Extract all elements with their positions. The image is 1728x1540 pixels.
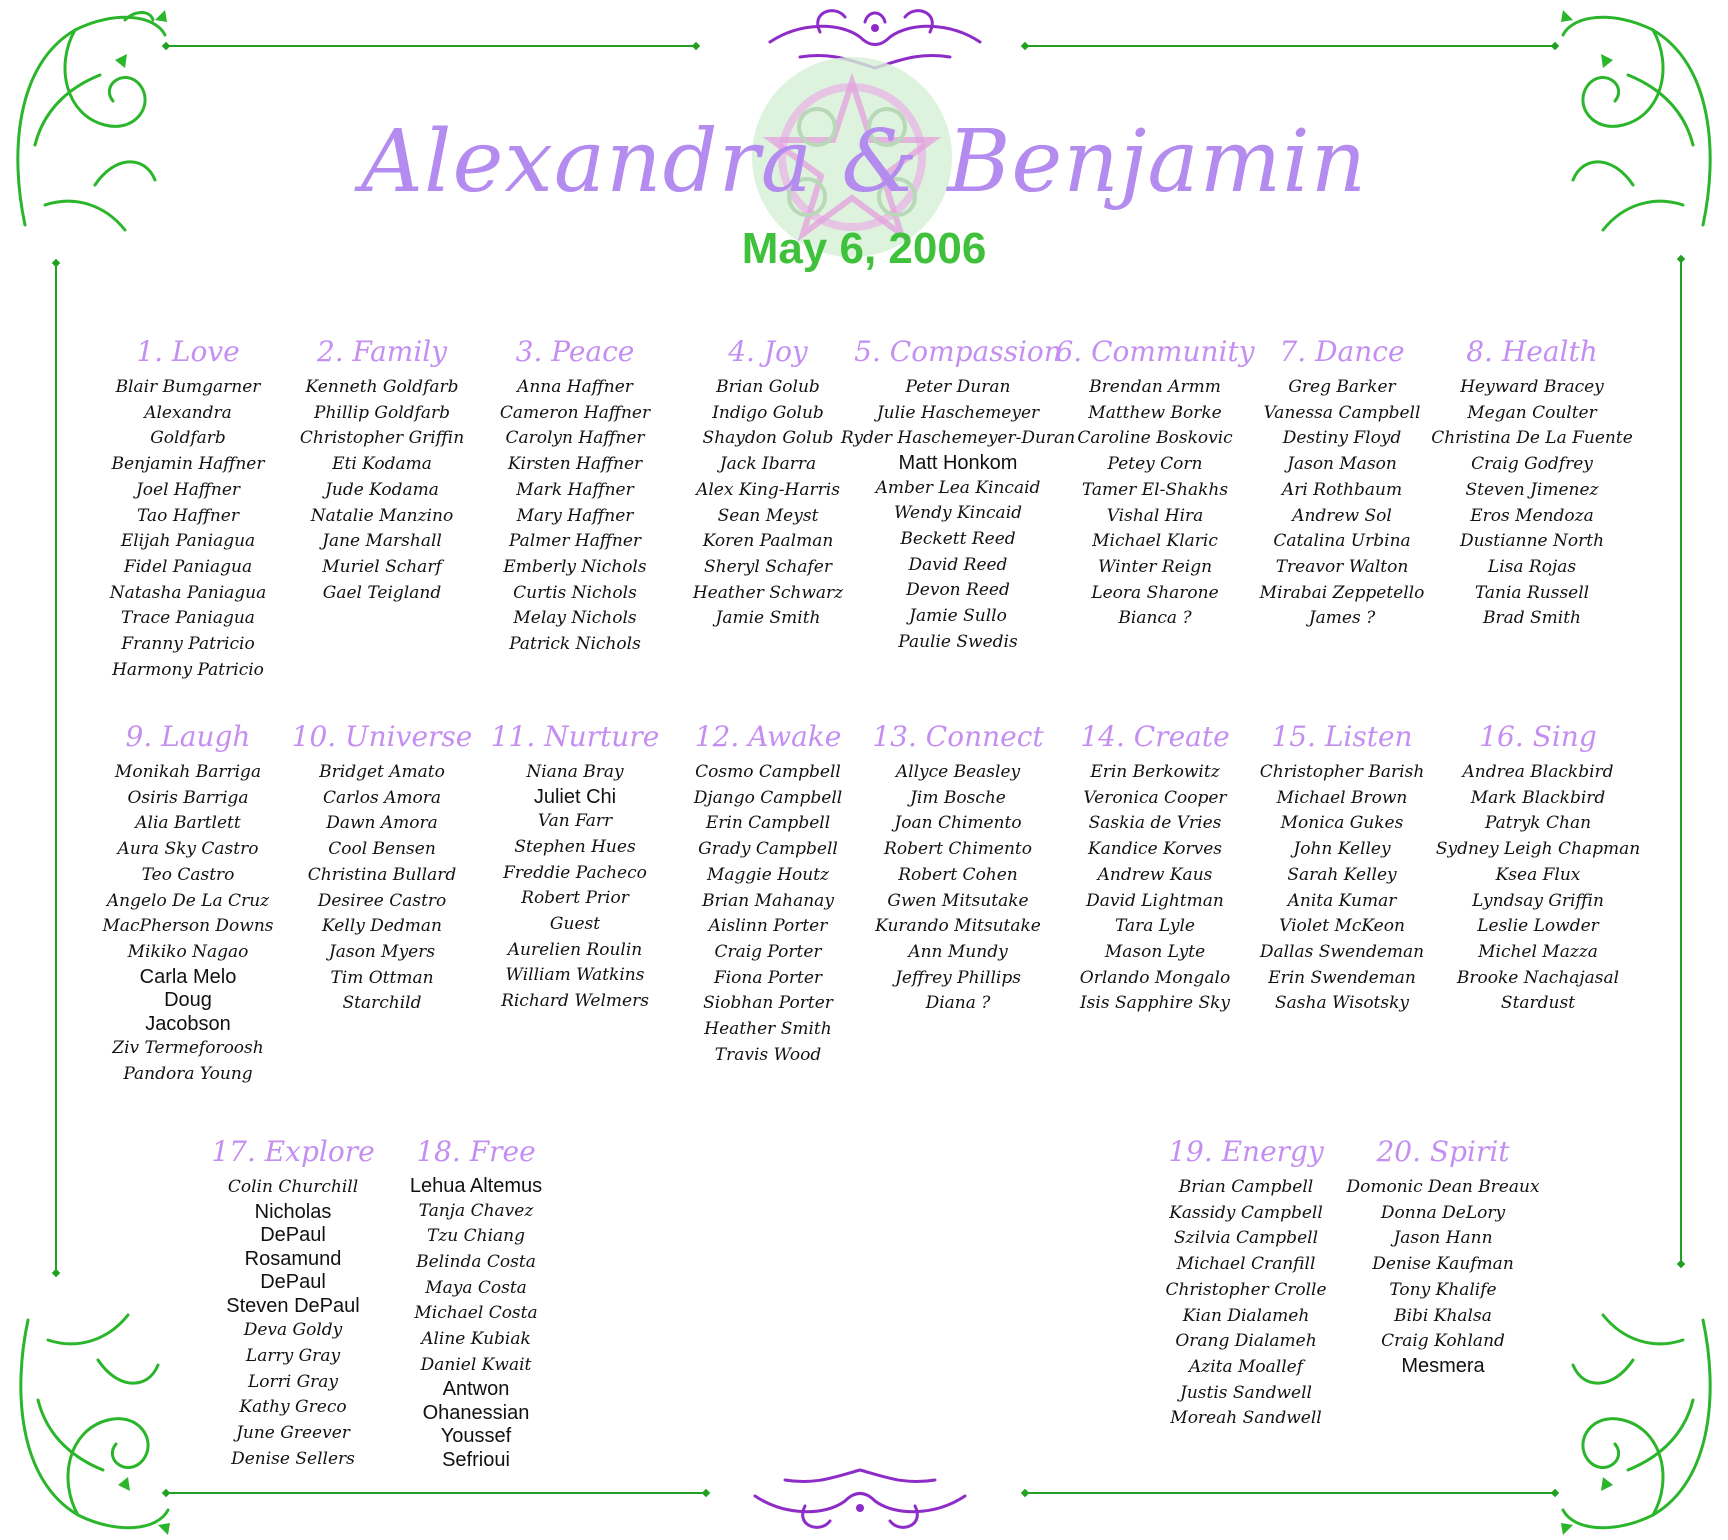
table-title: 17. Explore <box>211 1135 375 1168</box>
guest-name: Dustianne North <box>1459 531 1605 552</box>
guest-name: Matt Honkom <box>898 452 1018 475</box>
guest-name: Ohanessian <box>422 1401 530 1424</box>
guest-name: Alia Bartlett <box>135 813 241 834</box>
guest-name: Sefrioui <box>442 1448 510 1471</box>
guest-name: Christopher Barish <box>1259 762 1425 782</box>
guest-name: Tara Lyle <box>1115 916 1195 937</box>
guest-name: Dallas Swendeman <box>1259 941 1425 962</box>
guest-name: Koren Paalman <box>702 531 834 552</box>
table-title: 11. Nurture <box>490 720 660 753</box>
table-title: 2. Family <box>316 335 448 368</box>
guest-name: David Lightman <box>1086 890 1224 911</box>
guest-name: Monica Gukes <box>1280 813 1404 834</box>
guest-name: Domonic Dean Breaux <box>1346 1177 1540 1197</box>
guest-name: Guest <box>549 914 601 935</box>
guest-name: Ryder Haschemeyer-Duran <box>840 428 1076 449</box>
guest-name: Jeffrey Phillips <box>895 967 1021 988</box>
guest-name: Curtis Nichols <box>513 582 637 603</box>
guest-name: Robert Chimento <box>884 839 1032 860</box>
guest-name: Brian Golub <box>716 377 820 397</box>
guest-name: Robert Cohen <box>898 864 1018 885</box>
guest-name: Anna Haffner <box>517 377 633 397</box>
guest-name: Larry Gray <box>245 1345 341 1366</box>
table-block <box>1412 333 1652 632</box>
guest-name: John Kelley <box>1293 839 1391 860</box>
guest-name: Indigo Golub <box>712 402 824 423</box>
guest-name: Kassidy Campbell <box>1169 1202 1323 1223</box>
guest-name: Megan Coulter <box>1467 402 1597 423</box>
guest-name: Kandice Korves <box>1087 839 1223 860</box>
guest-name: DePaul <box>260 1271 326 1294</box>
frame-bottom-right-line <box>1025 1492 1555 1494</box>
guest-name: Carla Melo <box>139 965 237 988</box>
guest-name: Jim Bosche <box>910 787 1006 808</box>
table-block <box>1418 718 1658 1017</box>
table-title: 6. Community <box>1055 335 1255 368</box>
guest-name: Tzu Chiang <box>426 1226 525 1247</box>
guest-name: Melay Nichols <box>513 608 637 629</box>
guest-name: Fidel Paniagua <box>123 556 253 577</box>
guest-name: Cosmo Campbell <box>695 762 841 782</box>
guest-name: Beckett Reed <box>900 529 1016 550</box>
guest-name: Joan Chimento <box>894 813 1022 834</box>
guest-name: Maggie Houtz <box>706 864 829 885</box>
table-title: 18. Free <box>416 1135 536 1168</box>
guest-name: Mesmera <box>1401 1354 1485 1377</box>
guest-name: Jamie Sullo <box>909 606 1007 627</box>
guest-name: Kian Dialameh <box>1182 1305 1310 1326</box>
guest-name: Michael Klaric <box>1092 531 1218 552</box>
guest-name: Michel Mazza <box>1478 941 1598 962</box>
guest-name: Destiny Floyd <box>1282 428 1402 449</box>
guest-name: Petey Corn <box>1107 454 1203 475</box>
guest-name: Azita Moallef <box>1188 1356 1304 1377</box>
guest-name: Allyce Beasley <box>895 762 1021 782</box>
guest-name: Isis Sapphire Sky <box>1079 993 1231 1014</box>
guest-name: Heather Smith <box>704 1019 832 1040</box>
guest-name: Cool Bensen <box>328 839 436 860</box>
guest-name: Jamie Smith <box>715 608 821 629</box>
guest-name: Leslie Lowder <box>1477 916 1599 937</box>
guest-name: Mary Haffner <box>516 505 634 526</box>
table-title: 16. Sing <box>1479 720 1597 753</box>
guest-name: Erin Campbell <box>705 813 831 834</box>
guest-name: Orlando Mongalo <box>1079 967 1231 988</box>
guest-name: Brooke Nachajasal <box>1456 967 1620 988</box>
guest-name: Maya Costa <box>425 1277 527 1298</box>
guest-name: Szilvia Campbell <box>1173 1228 1319 1249</box>
guest-name: Heyward Bracey <box>1460 377 1604 397</box>
guest-name: Michael Brown <box>1276 787 1408 808</box>
guest-name: Harmony Patricio <box>112 659 264 680</box>
table-title: 12. Awake <box>694 720 842 753</box>
guest-name: Emberly Nichols <box>503 556 647 577</box>
guest-name: Erin Swendeman <box>1268 967 1416 988</box>
frame-right-line <box>1680 258 1682 1263</box>
guest-name: Elijah Paniagua <box>120 531 256 552</box>
guest-name: Kenneth Goldfarb <box>305 377 459 397</box>
guest-name: Diana ? <box>925 993 991 1014</box>
guest-name: Patryk Chan <box>1484 813 1592 834</box>
guest-name: Grady Campbell <box>698 839 838 860</box>
guest-name: Jason Hann <box>1393 1228 1493 1249</box>
guest-name: Django Campbell <box>693 787 843 808</box>
guest-name: Julie Haschemeyer <box>876 402 1040 423</box>
guest-name: Justis Sandwell <box>1180 1382 1312 1403</box>
table-title: 14. Create <box>1080 720 1230 753</box>
guest-name: Bibi Khalsa <box>1394 1305 1492 1326</box>
guest-name: Aurelien Roulin <box>507 939 643 960</box>
frame-dot <box>1021 1489 1029 1497</box>
frame-bottom-left-line <box>166 1492 706 1494</box>
guest-name: Jason Mason <box>1287 454 1397 475</box>
guest-name: Andrew Kaus <box>1097 864 1213 885</box>
guest-name: MacPherson Downs <box>102 916 274 937</box>
table-title: 9. Laugh <box>125 720 251 753</box>
guest-name: Kurando Mitsutake <box>875 916 1041 937</box>
guest-name: Bianca ? <box>1118 608 1192 629</box>
scroll-ornament-icon <box>745 1468 975 1533</box>
guest-name: David Reed <box>908 554 1008 575</box>
guest-name: Violet McKeon <box>1279 916 1405 937</box>
guest-name: Eros Mendoza <box>1470 505 1594 526</box>
guest-name: Kathy Greco <box>239 1397 347 1418</box>
guest-name: Christopher Crolle <box>1165 1279 1327 1300</box>
guest-name: Joel Haffner <box>135 479 241 500</box>
guest-name: Sarah Kelley <box>1287 864 1397 885</box>
guest-name: Treavor Walton <box>1275 556 1409 577</box>
guest-name: Phillip Goldfarb <box>314 402 450 423</box>
guest-name: Matthew Borke <box>1088 402 1222 423</box>
guest-name: Leora Sharone <box>1091 582 1219 603</box>
guest-name: Peter Duran <box>905 377 1011 397</box>
guest-name: Cameron Haffner <box>499 402 651 423</box>
frame-dot <box>702 1489 710 1497</box>
guest-name: Greg Barker <box>1288 377 1396 397</box>
table-title: 5. Compassion <box>854 335 1062 368</box>
guest-name: Muriel Scharf <box>322 556 442 577</box>
guest-name: Deva Goldy <box>243 1320 343 1341</box>
guest-name: William Watkins <box>505 965 645 986</box>
wedding-date: May 6, 2006 <box>741 224 987 273</box>
guest-name: Orang Dialameh <box>1175 1331 1317 1352</box>
table-title: 15. Listen <box>1271 720 1413 753</box>
guest-name: Paulie Swedis <box>898 631 1018 652</box>
guest-name: Mirabai Zeppetello <box>1259 582 1425 603</box>
guest-name: Tania Russell <box>1474 582 1590 603</box>
guest-name: Aislinn Porter <box>708 916 828 937</box>
guest-name: Ksea Flux <box>1495 864 1581 885</box>
guest-name: Michael Cranfill <box>1176 1254 1316 1275</box>
guest-name: Teo Castro <box>141 864 235 885</box>
guest-name: Christina De La Fuente <box>1431 428 1633 449</box>
guest-name: Brian Campbell <box>1178 1177 1314 1197</box>
guest-name: Tanja Chavez <box>418 1200 534 1221</box>
guest-name: Anita Kumar <box>1287 890 1397 911</box>
guest-name: Tim Ottman <box>330 967 434 988</box>
guest-name: Siobhan Porter <box>703 993 833 1014</box>
guest-name: Ziv Termeforoosh <box>112 1038 264 1059</box>
guest-name: Travis Wood <box>714 1044 822 1065</box>
guest-name: Bridget Amato <box>319 762 445 782</box>
guest-name: Trace Paniagua <box>121 608 255 629</box>
guest-name: Ari Rothbaum <box>1281 479 1403 500</box>
guest-name: Alexandra <box>144 402 232 423</box>
guest-name: Stephen Hues <box>514 836 636 857</box>
guest-name: Winter Reign <box>1097 556 1213 577</box>
guest-name: Mark Blackbird <box>1470 787 1606 808</box>
guest-name: Catalina Urbina <box>1273 531 1411 552</box>
guest-name: Christopher Griffin <box>299 428 465 449</box>
guest-name: Gael Teigland <box>322 582 442 603</box>
guest-name: Starchild <box>342 993 422 1014</box>
guest-name: James ? <box>1308 608 1376 629</box>
guest-name: Steven Jimenez <box>1465 479 1599 500</box>
guest-name: Gwen Mitsutake <box>887 890 1029 911</box>
guest-name: Tamer El-Shakhs <box>1081 479 1229 500</box>
guest-name: Sheryl Schafer <box>704 556 832 577</box>
guest-name: Palmer Haffner <box>508 531 642 552</box>
frame-top-left-line <box>166 45 696 47</box>
guest-name: Stardust <box>1500 993 1576 1014</box>
guest-name: Monikah Barriga <box>114 762 262 782</box>
guest-name: Devon Reed <box>906 580 1010 601</box>
guest-name: Mark Haffner <box>516 479 634 500</box>
table-title: 8. Health <box>1466 335 1598 368</box>
guest-name: Tony Khalife <box>1389 1279 1497 1300</box>
frame-dot <box>1021 42 1029 50</box>
guest-name: Brian Mahanay <box>702 890 834 911</box>
guest-name: Vishal Hira <box>1106 505 1204 526</box>
guest-name: Brad Smith <box>1482 608 1582 629</box>
guest-name: Colin Churchill <box>227 1177 359 1197</box>
guest-name: Jack Ibarra <box>719 454 817 475</box>
guest-name: Nicholas <box>254 1200 332 1223</box>
table-title: 7. Dance <box>1279 335 1405 368</box>
frame-dot <box>52 1269 60 1277</box>
guest-name: Lorri Gray <box>247 1371 339 1392</box>
guest-name: Ann Mundy <box>908 941 1008 962</box>
table-title: 13. Connect <box>872 720 1044 753</box>
guest-name: Robert Prior <box>521 888 629 909</box>
table-block <box>356 1133 596 1472</box>
guest-name: Craig Godfrey <box>1471 454 1593 475</box>
guest-name: Lehua Altemus <box>409 1175 543 1197</box>
guest-name: Osiris Barriga <box>127 787 249 808</box>
table-title: 1. Love <box>136 335 240 368</box>
guest-name: Goldfarb <box>150 428 226 449</box>
guest-name: Saskia de Vries <box>1088 813 1222 834</box>
guest-name: Erin Berkowitz <box>1090 762 1220 782</box>
guest-name: Tao Haffner <box>137 505 239 526</box>
guest-name: Kelly Dedman <box>322 916 442 937</box>
guest-name: Natalie Manzino <box>310 505 454 526</box>
table-block <box>1323 1133 1563 1378</box>
frame-left-line <box>55 262 57 1272</box>
guest-name: Alex King-Harris <box>696 479 840 500</box>
guest-name: Richard Welmers <box>501 991 649 1012</box>
guest-name: Jason Myers <box>328 941 436 962</box>
guest-name: Van Farr <box>537 811 613 832</box>
guest-name: Lisa Rojas <box>1487 556 1577 577</box>
guest-name: Moreah Sandwell <box>1170 1408 1322 1429</box>
guest-name: Sean Meyst <box>717 505 819 526</box>
table-title: 3. Peace <box>515 335 635 368</box>
guest-name: Eti Kodama <box>332 454 432 475</box>
guest-name: Lyndsay Griffin <box>1472 890 1604 911</box>
guest-name: Sydney Leigh Chapman <box>1435 839 1641 860</box>
guest-name: Jane Marshall <box>322 531 442 552</box>
guest-name: Natasha Paniagua <box>109 582 267 603</box>
guest-name: Niana Bray <box>526 762 624 782</box>
guest-name: Dawn Amora <box>326 813 438 834</box>
guest-name: Angelo De La Cruz <box>106 890 270 911</box>
guest-name: Caroline Boskovic <box>1077 428 1233 449</box>
guest-name: Mason Lyte <box>1104 941 1206 962</box>
guest-name: Pandora Young <box>123 1063 253 1084</box>
guest-name: Belinda Costa <box>416 1251 536 1272</box>
table-title: 20. Spirit <box>1376 1135 1510 1168</box>
guest-name: Franny Patricio <box>121 634 255 655</box>
guest-name: Rosamund <box>244 1247 342 1270</box>
guest-name: Jacobson <box>145 1012 231 1035</box>
guest-name: Craig Porter <box>714 941 822 962</box>
page-title: Alexandra & Benjamin <box>360 112 1368 212</box>
guest-name: Veronica Cooper <box>1083 787 1227 808</box>
guest-name: Benjamin Haffner <box>111 454 265 475</box>
guest-name: Patrick Nichols <box>509 634 641 655</box>
guest-name: Christina Bullard <box>307 864 457 885</box>
guest-name: Shaydon Golub <box>702 428 834 449</box>
guest-name: Michael Costa <box>414 1303 538 1324</box>
guest-name: Denise Kaufman <box>1372 1254 1514 1275</box>
guest-name: Doug <box>164 989 212 1012</box>
corner-vine-icon <box>8 1310 183 1540</box>
frame-top-right-line <box>1025 45 1555 47</box>
guest-name: Sasha Wisotsky <box>1274 993 1410 1014</box>
table-title: 19. Energy <box>1168 1135 1324 1168</box>
guest-name: Jude Kodama <box>325 479 439 500</box>
guest-name: Daniel Kwait <box>420 1354 532 1375</box>
guest-name: Desiree Castro <box>317 890 447 911</box>
guest-name: DePaul <box>260 1224 326 1247</box>
guest-name: Carolyn Haffner <box>505 428 645 449</box>
table-title: 10. Universe <box>291 720 473 753</box>
guest-name: Antwon <box>442 1378 510 1401</box>
guest-name: Vanessa Campbell <box>1263 402 1421 423</box>
guest-name: Heather Schwarz <box>692 582 844 603</box>
frame-dot <box>1677 1260 1685 1268</box>
guest-name: Andrew Sol <box>1292 505 1392 526</box>
frame-dot <box>692 42 700 50</box>
guest-name: Aline Kubiak <box>421 1329 531 1350</box>
corner-vine-icon <box>1548 1310 1723 1540</box>
guest-name: Mikiko Nagao <box>127 941 249 962</box>
guest-name: Youssef <box>440 1425 512 1448</box>
guest-name: Brendan Armm <box>1089 377 1221 397</box>
guest-name: Andrea Blackbird <box>1462 762 1614 782</box>
guest-name: Blair Bumgarner <box>115 377 261 397</box>
guest-name: Freddie Pacheco <box>503 862 647 883</box>
table-title: 4. Joy <box>728 335 808 368</box>
guest-name: Steven DePaul <box>226 1294 360 1317</box>
guest-name: Juliet Chi <box>533 785 617 808</box>
guest-name: Fiona Porter <box>713 967 823 988</box>
guest-name: Aura Sky Castro <box>117 839 259 860</box>
guest-name: Wendy Kincaid <box>893 503 1023 524</box>
guest-name: Donna DeLory <box>1380 1202 1506 1223</box>
guest-name: Craig Kohland <box>1381 1331 1505 1352</box>
guest-name: Kirsten Haffner <box>507 454 643 475</box>
guest-name: June Greever <box>236 1423 350 1444</box>
guest-name: Amber Lea Kincaid <box>875 477 1041 498</box>
guest-name: Carlos Amora <box>323 787 441 808</box>
guest-name: Denise Sellers <box>231 1448 355 1469</box>
